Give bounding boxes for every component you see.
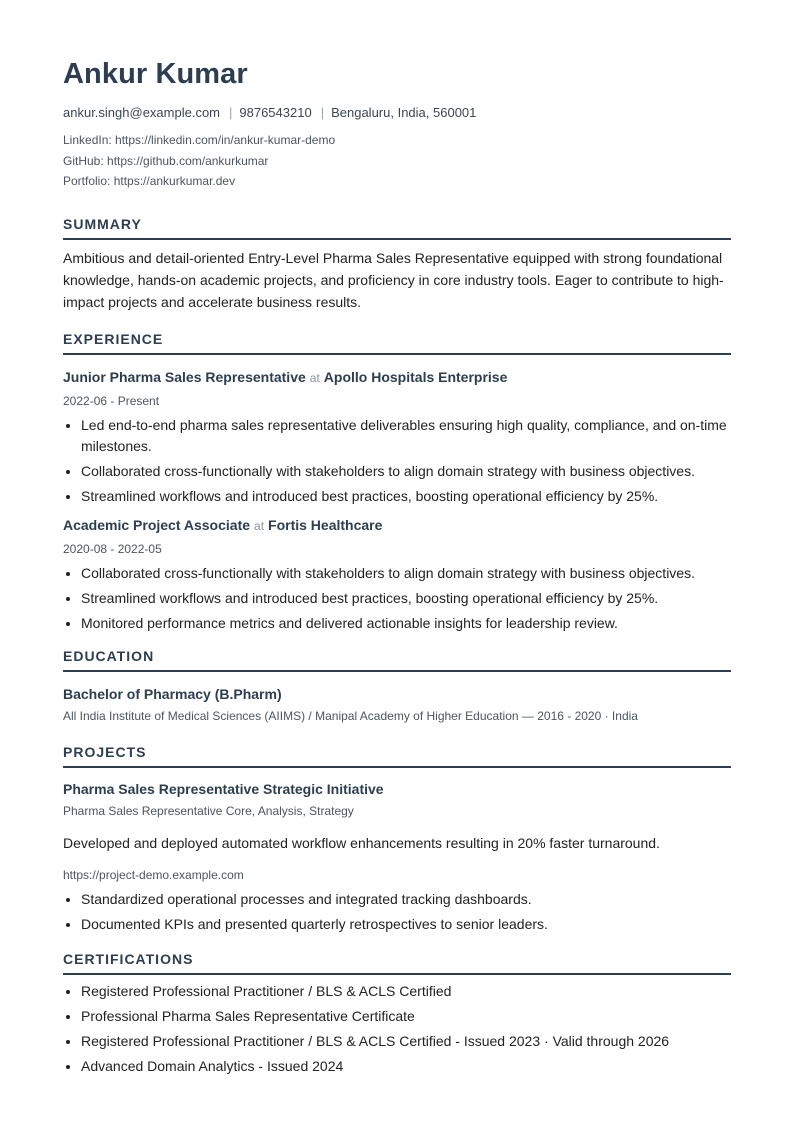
list-item: Standardized operational processes and integrated tracking dashboards.	[63, 889, 731, 910]
summary-text: Ambitious and detail-oriented Entry-Level Pharma Sales Representative equipped with strong foundational knowledge, hands-on academic projects, and proficiency in core industry tools. Eager to contribute to high-impact projects and accelerate business results.	[63, 249, 724, 310]
project-tags: Pharma Sales Representative Core, Analysis, Strategy	[63, 803, 354, 818]
list-item: Registered Professional Practitioner / BLS & ACLS Certified - Issued 2023 · Valid through 2026	[63, 1031, 731, 1052]
section-title-projects: PROJECTS	[63, 742, 731, 768]
project-description: Developed and deployed automated workflow enhancements resulting in 20% faster turnaround.	[63, 834, 660, 851]
project-link[interactable]: https://project-demo.example.com	[63, 867, 244, 882]
job-role: Junior Pharma Sales Representative	[63, 368, 306, 385]
list-item: Professional Pharma Sales Representative Certificate	[63, 1006, 731, 1027]
github-link[interactable]: GitHub: https://github.com/ankurkumar	[63, 153, 269, 168]
list-item: Collaborated cross-functionally with stakeholders to align domain strategy with business objectives.	[63, 461, 731, 482]
summary-section	[63, 214, 731, 313]
location: Bengaluru, India, 560001	[331, 105, 477, 120]
list-item: Streamlined workflows and introduced best practices, boosting operational efficiency by 25%.	[63, 486, 731, 507]
section-title-experience: EXPERIENCE	[63, 329, 731, 355]
contact-separator: |	[320, 105, 325, 120]
list-item: Advanced Domain Analytics - Issued 2024	[63, 1056, 731, 1077]
list-item: Documented KPIs and presented quarterly retrospectives to senior leaders.	[63, 914, 731, 935]
project-bullets	[63, 889, 731, 935]
job-entry	[63, 515, 731, 634]
list-item: Led end-to-end pharma sales representative deliverables ensuring high quality, compliance, and on-time milestones.	[63, 415, 731, 457]
portfolio-link[interactable]: Portfolio: https://ankurkumar.dev	[63, 174, 236, 188]
at-label: at	[254, 518, 265, 533]
contact-separator: |	[229, 105, 233, 120]
phone-number: 9876543210	[239, 105, 312, 120]
job-dates: 2022-06 - Present	[63, 393, 160, 408]
certifications-section	[63, 949, 731, 1077]
projects-section	[63, 742, 731, 935]
job-bullets	[63, 563, 731, 634]
job-role: Academic Project Associate	[63, 516, 251, 533]
linkedin-link[interactable]: LinkedIn: https://linkedin.com/in/ankur-kumar-demo	[63, 133, 336, 147]
profile-links	[63, 130, 731, 192]
education-detail: All India Institute of Medical Sciences (AIIMS) / Manipal Academy of Higher Education — 2016 - 2020 · India	[63, 708, 638, 723]
education-section	[63, 646, 731, 724]
candidate-name: Ankur Kumar	[63, 58, 248, 90]
at-label: at	[309, 370, 320, 385]
degree: Bachelor of Pharmacy (B.Pharm)	[63, 685, 282, 702]
job-header	[63, 515, 731, 536]
email-link[interactable]: ankur.singh@example.com	[63, 105, 220, 120]
section-title-certifications: CERTIFICATIONS	[63, 949, 731, 975]
project-title: Pharma Sales Representative Strategic Initiative	[63, 780, 384, 797]
certification-list	[63, 981, 731, 1077]
section-title-education: EDUCATION	[63, 646, 731, 672]
job-dates: 2020-08 - 2022-05	[63, 541, 162, 556]
job-bullets	[63, 415, 731, 507]
job-entry	[63, 367, 731, 507]
job-header	[63, 367, 731, 388]
list-item: Registered Professional Practitioner / BLS & ACLS Certified	[63, 981, 731, 1002]
list-item: Streamlined workflows and introduced best practices, boosting operational efficiency by 25%.	[63, 588, 731, 609]
section-title-summary: SUMMARY	[63, 214, 731, 240]
job-company: Apollo Hospitals Enterprise	[323, 368, 508, 385]
contact-row	[63, 104, 731, 122]
job-company: Fortis Healthcare	[268, 516, 383, 533]
experience-section	[63, 329, 731, 634]
list-item: Monitored performance metrics and delivered actionable insights for leadership review.	[63, 613, 731, 634]
list-item: Collaborated cross-functionally with stakeholders to align domain strategy with business objectives.	[63, 563, 731, 584]
